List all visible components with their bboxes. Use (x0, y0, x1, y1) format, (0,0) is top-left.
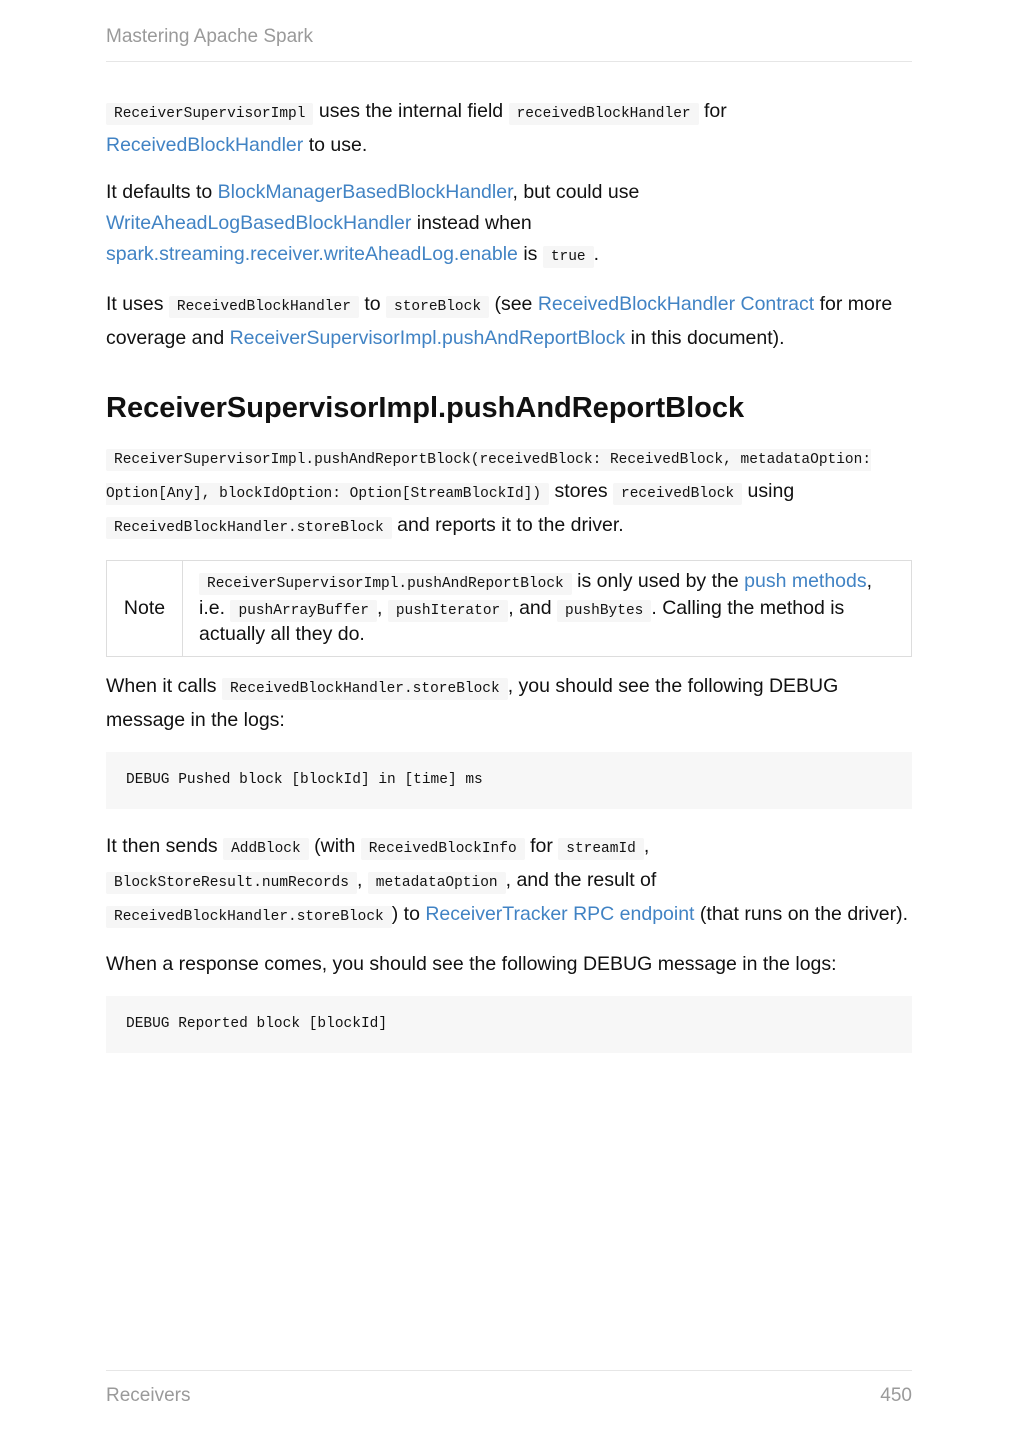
page-content (106, 96, 912, 1075)
inline-code: ReceiverSupervisorImpl.pushAndReportBlock (199, 573, 572, 595)
inline-code: AddBlock (223, 838, 309, 860)
link-received-block-handler-contract[interactable]: ReceivedBlockHandler Contract (537, 293, 815, 315)
link-write-ahead-log-based-block-handler[interactable]: WriteAheadLogBasedBlockHandler (106, 212, 412, 234)
paragraph-defaults: It defaults to BlockManagerBasedBlockHandler, but could use WriteAheadLogBasedBlockHandler instead when spark.streaming.receiver.writeAheadLog.enable is true . (106, 177, 912, 273)
note-admonition (106, 560, 912, 657)
inline-code: ReceivedBlockHandler.storeBlock (106, 517, 392, 539)
inline-code: ReceiverSupervisorImpl (106, 103, 313, 125)
inline-code: streamId (558, 838, 644, 860)
note-body: ReceiverSupervisorImpl.pushAndReportBlock is only used by the push methods, i.e. pushArrayBuffer , pushIterator , and pushBytes . Calling the method is actually all they do. (199, 570, 873, 645)
page-header (106, 24, 912, 62)
inline-code: ReceivedBlockHandler (169, 296, 359, 318)
inline-code: ReceivedBlockHandler.storeBlock (106, 906, 392, 928)
paragraph-push-and-report-block: ReceiverSupervisorImpl.pushAndReportBlock(receivedBlock: ReceivedBlock, metadataOption: Option[Any], blockIdOption: Option[StreamBlockId]) stores receivedBlock using ReceivedBlockHandler.storeBlock and reports it to the driver. (106, 442, 912, 544)
code-block-reported: DEBUG Reported block [blockId] (106, 996, 912, 1053)
inline-code: receivedBlockHandler (509, 103, 699, 125)
inline-code: receivedBlock (613, 483, 742, 505)
inline-code: pushIterator (388, 600, 508, 622)
page-footer (106, 1370, 912, 1411)
inline-code: true (543, 246, 594, 268)
link-receiver-tracker-rpc-endpoint[interactable]: ReceiverTracker RPC endpoint (425, 902, 695, 925)
inline-code: BlockStoreResult.numRecords (106, 872, 357, 894)
inline-code: ReceivedBlockInfo (361, 838, 525, 860)
page-number: 450 (880, 1385, 912, 1406)
paragraph-then-sends: It then sends AddBlock (with ReceivedBlockInfo for streamId , BlockStoreResult.numRecords , metadataOption , and the result of ReceivedBlockHandler.storeBlock ) to ReceiverTracker RPC endpoint (that runs on the driver). (106, 831, 912, 933)
inline-code: pushArrayBuffer (230, 600, 377, 622)
link-push-and-report-block[interactable]: ReceiverSupervisorImpl.pushAndReportBlock (229, 327, 626, 349)
section-heading: ReceiverSupervisorImpl.pushAndReportBlock (106, 392, 745, 424)
code-block-pushed: DEBUG Pushed block [blockId] in [time] ms (106, 752, 912, 809)
book-title: Mastering Apache Spark (106, 26, 314, 47)
inline-code: ReceivedBlockHandler.storeBlock (222, 678, 508, 700)
paragraph-received-block-handler: ReceiverSupervisorImpl uses the internal field receivedBlockHandler for ReceivedBlockHandler to use. (106, 100, 727, 156)
footer-section: Receivers (106, 1385, 191, 1406)
note-label: Note (107, 561, 183, 656)
link-block-manager-based-block-handler[interactable]: BlockManagerBasedBlockHandler (217, 181, 513, 203)
inline-code: pushBytes (557, 600, 651, 622)
link-write-ahead-log-enable[interactable]: spark.streaming.receiver.writeAheadLog.enable (106, 243, 518, 265)
inline-code: storeBlock (386, 296, 489, 318)
inline-code-signature: ReceiverSupervisorImpl.pushAndReportBlock(receivedBlock: ReceivedBlock, metadataOption: Option[Any], blockIdOption: Option[StreamBlockId]) (106, 449, 871, 505)
paragraph-response: When a response comes, you should see the following DEBUG message in the logs: (106, 952, 837, 975)
link-push-methods[interactable]: push methods (744, 570, 867, 592)
link-received-block-handler[interactable]: ReceivedBlockHandler (106, 134, 304, 156)
inline-code: metadataOption (368, 872, 506, 894)
paragraph-it-uses: It uses ReceivedBlockHandler to storeBlock (see ReceivedBlockHandler Contract for more coverage and ReceiverSupervisorImpl.pushAndReportBlock in this document). (106, 293, 893, 349)
paragraph-when-it-calls: When it calls ReceivedBlockHandler.storeBlock , you should see the following DEBUG message in the logs: (106, 674, 839, 731)
